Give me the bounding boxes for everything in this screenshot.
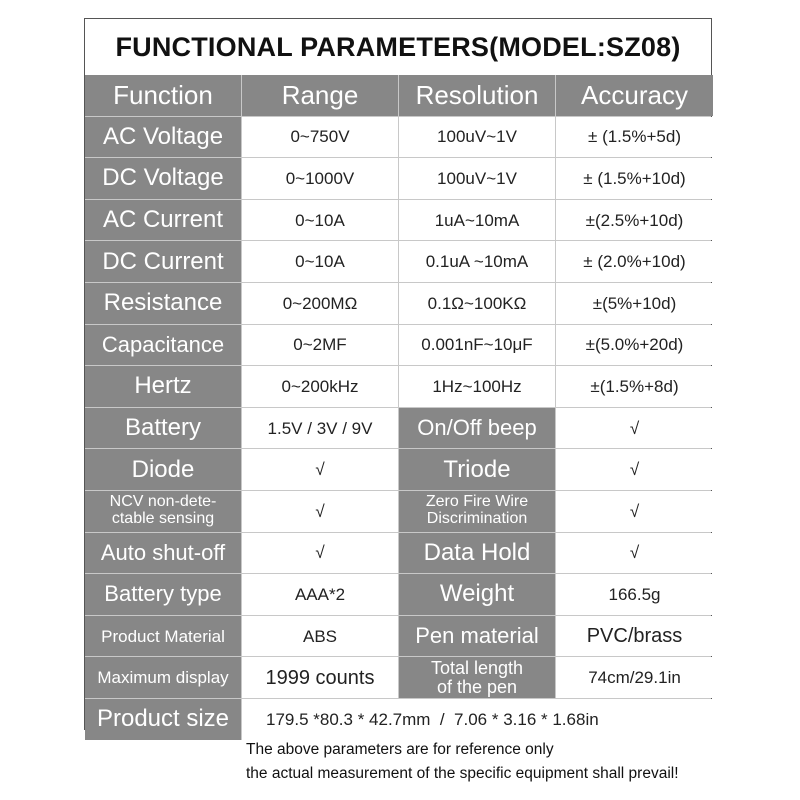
- feature-value: √: [556, 449, 713, 490]
- range-value: 0~2MF: [242, 325, 398, 366]
- feature-label: [85, 491, 241, 532]
- accuracy-value: ±(5%+10d): [556, 283, 713, 324]
- feature-value: √: [556, 533, 713, 574]
- feature-label: Battery type: [85, 574, 241, 615]
- feature-label: Product Material: [85, 616, 241, 657]
- accuracy-value: ± (2.0%+10d): [556, 241, 713, 282]
- feature-label: [399, 491, 555, 532]
- resolution-value: 1uA~10mA: [399, 200, 555, 241]
- range-value: 0~200MΩ: [242, 283, 398, 324]
- feature-value: √: [242, 449, 398, 490]
- product-size-label: Product size: [85, 699, 241, 740]
- accuracy-value: ± (1.5%+10d): [556, 158, 713, 199]
- spec-sheet: [84, 18, 712, 733]
- feature-label-line: Zero Fire Wire: [425, 493, 529, 511]
- footnote-line-1: The above parameters are for reference only: [246, 741, 554, 758]
- range-value: 0~1000V: [242, 158, 398, 199]
- footnote-line-2: the actual measurement of the specific equipment shall prevail!: [246, 765, 679, 782]
- resolution-value: 0.001nF~10μF: [399, 325, 555, 366]
- accuracy-value: ±(1.5%+8d): [556, 366, 713, 407]
- function-label: DC Current: [85, 241, 241, 282]
- feature-label: Triode: [399, 449, 555, 490]
- function-label: DC Voltage: [85, 158, 241, 199]
- product-size-value: 179.5 *80.3 * 42.7mm / 7.06 * 3.16 * 1.68in: [242, 699, 713, 740]
- feature-value: 166.5g: [556, 574, 713, 615]
- feature-label: On/Off beep: [399, 408, 555, 449]
- feature-label: Battery: [85, 408, 241, 449]
- range-value: 0~10A: [242, 200, 398, 241]
- feature-value: √: [242, 491, 398, 532]
- resolution-value: 100uV~1V: [399, 117, 555, 158]
- function-label: AC Current: [85, 200, 241, 241]
- resolution-value: 1Hz~100Hz: [399, 366, 555, 407]
- accuracy-value: ± (1.5%+5d): [556, 117, 713, 158]
- feature-value: 1999 counts: [242, 657, 398, 698]
- feature-value: 74cm/29.1in: [556, 657, 713, 698]
- feature-value: ABS: [242, 616, 398, 657]
- resolution-value: 100uV~1V: [399, 158, 555, 199]
- accuracy-value: ±(2.5%+10d): [556, 200, 713, 241]
- feature-label: Maximum display: [85, 657, 241, 698]
- feature-label: Weight: [399, 574, 555, 615]
- function-label: Hertz: [85, 366, 241, 407]
- feature-label: Pen material: [399, 616, 555, 657]
- spec-table: [85, 75, 711, 740]
- header-resolution: Resolution: [399, 75, 555, 116]
- range-value: 0~10A: [242, 241, 398, 282]
- header-function: Function: [85, 75, 241, 116]
- resolution-value: 0.1Ω~100KΩ: [399, 283, 555, 324]
- header-accuracy: Accuracy: [556, 75, 713, 116]
- function-label: AC Voltage: [85, 117, 241, 158]
- feature-label: Diode: [85, 449, 241, 490]
- feature-label-line: NCV non-dete-: [109, 493, 217, 511]
- range-value: 0~200kHz: [242, 366, 398, 407]
- resolution-value: 0.1uA ~10mA: [399, 241, 555, 282]
- feature-label: Data Hold: [399, 533, 555, 574]
- feature-label-line: Total length: [430, 657, 524, 678]
- feature-value: PVC/brass: [556, 616, 713, 657]
- feature-value: √: [242, 533, 398, 574]
- feature-label-line: ctable sensing: [111, 510, 215, 528]
- feature-value: 1.5V / 3V / 9V: [242, 408, 398, 449]
- feature-label: Auto shut-off: [85, 533, 241, 574]
- range-value: 0~750V: [242, 117, 398, 158]
- header-range: Range: [242, 75, 398, 116]
- feature-value: √: [556, 408, 713, 449]
- feature-label: [399, 657, 555, 698]
- feature-value: AAA*2: [242, 574, 398, 615]
- spec-title: FUNCTIONAL PARAMETERS(MODEL:SZ08): [85, 19, 711, 76]
- feature-label-line: of the pen: [436, 676, 518, 697]
- feature-value: √: [556, 491, 713, 532]
- function-label: Resistance: [85, 283, 241, 324]
- function-label: Capacitance: [85, 325, 241, 366]
- accuracy-value: ±(5.0%+20d): [556, 325, 713, 366]
- feature-label-line: Discrimination: [426, 510, 528, 528]
